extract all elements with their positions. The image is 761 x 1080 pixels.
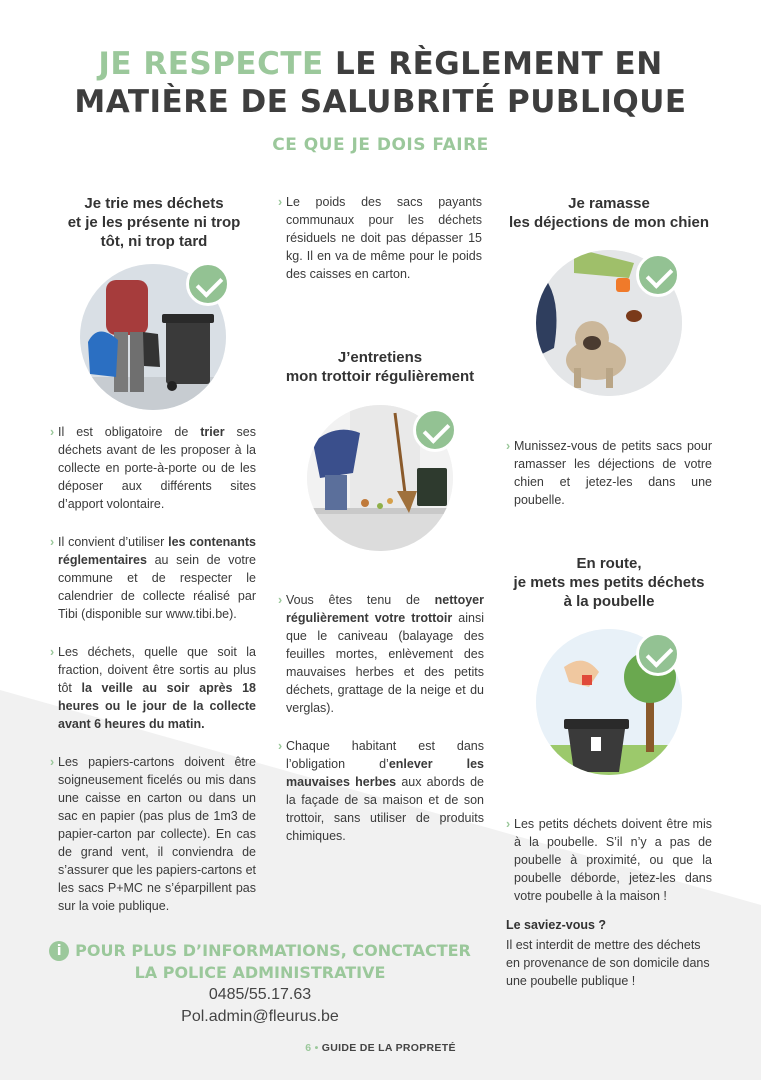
column-dog-text (506, 437, 712, 509)
column-sidewalk-text (278, 591, 484, 845)
heading-litter (500, 554, 718, 611)
info-icon: i (49, 941, 69, 961)
text-bold: les contenants réglementaires (58, 535, 256, 567)
info-text: POUR PLUS D’INFORMATIONS, CONCTACTER (75, 941, 471, 960)
title-line2: MATIÈRE DE SALUBRITÉ PUBLIQUE (74, 84, 687, 120)
text: ses déchets avant de les proposer à la collecte en porte-à-porte ou de les déposer aux différents sites d’apport volontaire. (58, 425, 256, 511)
text: Il convient d’utiliser (58, 535, 169, 549)
page-subtitle: CE QUE JE DOIS FAIRE (272, 135, 489, 155)
heading-line: je mets mes petits déchets (513, 574, 705, 591)
heading-litter-wrap (500, 554, 718, 611)
checkmark-icon (636, 632, 680, 676)
paragraph: › Le poids des sacs payants communaux pour les déchets résiduels ne doit pas dépasser 15 kg. Il en va de même pour le poids des caisses en carton. (278, 193, 482, 283)
text-bold: trier (200, 425, 225, 439)
page-footer (0, 1042, 761, 1054)
info-line-1 (40, 940, 480, 962)
info-block (40, 940, 480, 1028)
text: au sein de votre commune et de respecter le calendrier de collecte réalisé par Tibi (disponible sur www.tibi.be). (58, 553, 256, 621)
paragraph (278, 591, 484, 717)
title-highlight: JE RESPECTE (98, 46, 324, 82)
paragraph: › Munissez-vous de petits sacs pour ramasser les déjections de votre chien et jetez-les dans une poubelle. (506, 437, 712, 509)
text: Chaque habitant est dans l’obligation d’ (286, 739, 484, 771)
text: aux abords de la façade de sa maison et de son trottoir, sans utiliser de produits chimiques. (286, 775, 484, 843)
heading-sidewalk (270, 348, 490, 386)
heading-line: Je ramasse (568, 195, 650, 212)
column-sorting-text (50, 423, 256, 915)
did-you-know (506, 918, 712, 990)
info-line-2: LA POLICE ADMINISTRATIVE (134, 963, 386, 982)
heading-dog (500, 194, 718, 232)
checkmark-icon (636, 253, 680, 297)
text: Les déchets, quelle que soit la fraction, doivent être sortis au plus tôt (58, 645, 256, 695)
did-you-know-text: Il est interdit de mettre des déchets en provenance de son domicile dans une poubelle publique ! (506, 938, 710, 988)
text-bold: la veille au soir après 18 heures ou le jour de la collecte avant 6 heures du matin. (58, 681, 257, 731)
email-address[interactable]: Pol.admin@fleurus.be (181, 1008, 339, 1025)
heading-line: les déjections de mon chien (508, 214, 710, 231)
heading-line: Je trie mes déchets (84, 195, 224, 212)
column-sorting (48, 194, 260, 251)
phone-number: 0485/55.17.63 (208, 986, 312, 1003)
footer-separator: • (311, 1042, 322, 1054)
did-you-know-title: Le saviez-vous ? (506, 918, 607, 932)
heading-line: mon trottoir régulièrement (285, 368, 475, 385)
text: Il est obligatoire de (58, 425, 201, 439)
column-dog (500, 194, 718, 232)
checkmark-icon (186, 262, 230, 306)
checkmark-icon (413, 408, 457, 452)
heading-line: tôt, ni trop tard (100, 233, 208, 250)
text-bold: enlever les mauvaises herbes (286, 757, 484, 789)
paragraph (278, 737, 484, 845)
paragraph: › Les petits déchets doivent être mis à la poubelle. S’il n’y a pas de poubelle à proximité, ou que la poubelle déborde, jetez-les dans votre poubelle à la maison ! (506, 815, 712, 905)
heading-line: à la poubelle (563, 593, 655, 610)
paragraph (50, 423, 256, 513)
text: Vous êtes tenu de (286, 593, 435, 607)
page-number: 6 (305, 1042, 312, 1054)
heading-line: et je les présente ni trop (67, 214, 241, 231)
text: ainsi que le caniveau (balayage des feuilles mortes, enlèvement des mauvaises herbes et des petits déchets, grattage de la neige et du verglas). (286, 611, 485, 715)
heading-sidewalk-wrap (270, 348, 490, 386)
column-litter-text (506, 815, 712, 905)
heading-line: J’entretiens (337, 349, 423, 366)
footer-label: GUIDE DE LA PROPRETÉ (321, 1042, 456, 1054)
column-sidewalk (278, 193, 482, 283)
paragraph: › Les papiers-cartons doivent être soigneusement ficelés ou mis dans une caisse en carton ou dans un sac en papier (pas plus de 1m3 de papier-carton par collecte). En cas de grand vent, il conviendra de s’assurer que les papiers-cartons et les sacs P+MC ne s’éparpillent pas sur la voie publique. (50, 753, 256, 915)
text-bold: nettoyer régulièrement votre trottoir (286, 593, 484, 625)
paragraph (50, 533, 256, 623)
paragraph (50, 643, 256, 733)
title-rest: LE RÈGLEMENT EN (323, 46, 663, 82)
heading-line: En route, (576, 555, 642, 572)
heading-sorting (48, 194, 260, 251)
page-title (0, 45, 761, 121)
